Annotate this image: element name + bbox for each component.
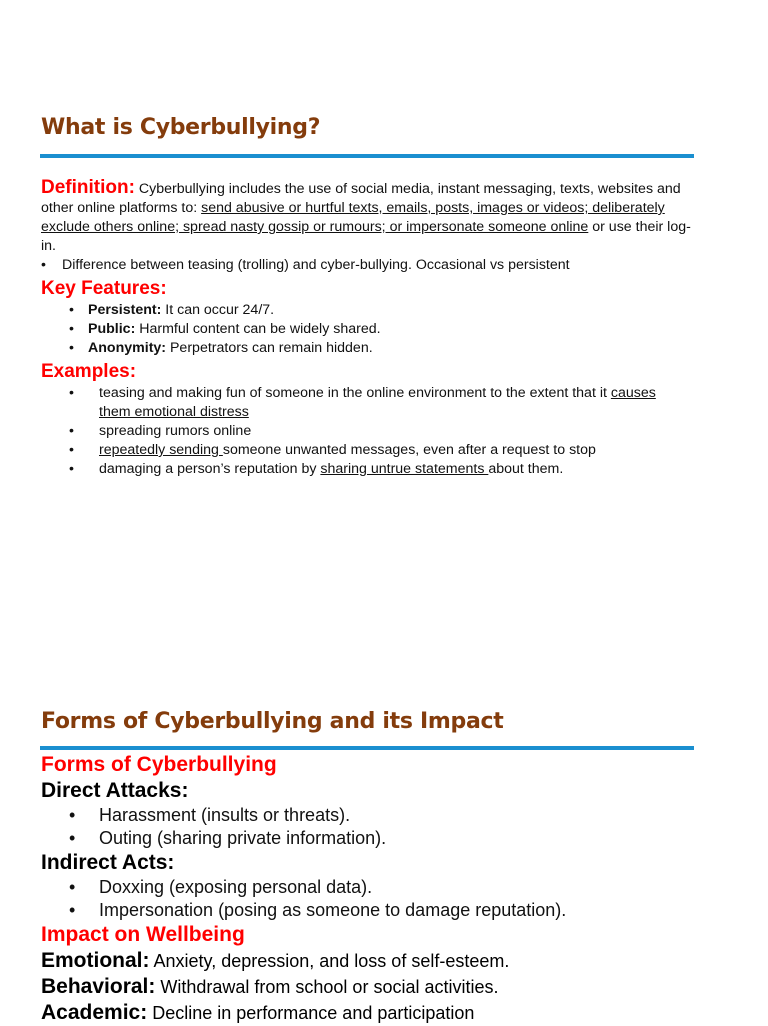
example-text: damaging a person’s reputation by [99, 461, 321, 477]
bullet-difference [41, 256, 701, 275]
example-text: someone unwanted messages, even after a request to stop [222, 442, 596, 458]
definition-underlined: send abusive or hurtful texts, emails, posts, images or videos; deliberately exclude others online; spread nasty gossip or rumours; or impersonate someone online [41, 200, 665, 235]
key-features-list [69, 301, 701, 358]
definition-label: Definition: [41, 177, 135, 198]
bullet-dot: • [69, 461, 74, 477]
impact-term: Behavioral: [41, 975, 156, 998]
definition-paragraph [41, 178, 701, 256]
definition-text: Cyberbullying includes the use of social media, instant messaging, texts, websites and other online platforms to: [41, 181, 681, 216]
slide1-body [41, 178, 701, 479]
list-item [69, 384, 701, 422]
impact-term: Academic: [41, 1001, 148, 1024]
key-features-heading: Key Features: [41, 278, 167, 299]
bullet-dot: • [69, 900, 76, 920]
bullet-dot: • [69, 321, 74, 337]
bullet-dot: • [69, 828, 76, 848]
example-text: teasing and making fun of someone in the online environment to the extent that it [99, 385, 611, 401]
impact-term: Emotional: [41, 949, 150, 972]
slide2-body [41, 752, 721, 1026]
impact-behavioral [41, 974, 721, 1000]
bullet-dot: • [69, 805, 76, 825]
list-item [69, 441, 701, 460]
indirect-acts-heading: Indirect Acts: [41, 851, 175, 874]
bullet-dot: • [69, 302, 74, 318]
feature-term: Persistent: [88, 302, 162, 318]
feature-term: Public: [88, 321, 136, 337]
impact-text: Withdrawal from school or social activities. [155, 977, 499, 997]
list-item [69, 301, 701, 320]
impact-text: Anxiety, depression, and loss of self-esteem. [149, 951, 510, 971]
list-item [69, 460, 701, 479]
impact-text: Decline in performance and participation [147, 1003, 475, 1023]
bullet-dot: • [69, 877, 76, 897]
example-text-end: about them. [488, 461, 564, 477]
direct-attacks-heading: Direct Attacks: [41, 779, 189, 802]
examples-heading: Examples: [41, 361, 137, 382]
bullet-dot: • [41, 257, 46, 273]
impact-emotional [41, 948, 721, 974]
example-text: spreading rumors online [99, 423, 252, 439]
feature-text: It can occur 24/7. [161, 302, 275, 318]
examples-list [69, 384, 701, 479]
bullet-difference-text: Difference between teasing (trolling) and cyber-bullying. Occasional vs persistent [62, 257, 570, 273]
title-divider [40, 746, 694, 750]
impact-heading: Impact on Wellbeing [41, 923, 245, 946]
list-item [69, 876, 721, 899]
impact-academic [41, 1000, 721, 1026]
slide-title-forms-and-impact: Forms of Cyberbullying and its Impact [41, 709, 504, 734]
bullet-dot: • [69, 340, 74, 356]
list-item [69, 899, 721, 922]
list-item [69, 422, 701, 441]
list-item [69, 339, 701, 358]
example-underlined: sharing untrue statements [320, 461, 489, 477]
forms-heading: Forms of Cyberbullying [41, 753, 277, 776]
bullet-dot: • [69, 423, 74, 439]
example-underlined: causes them emotional distress [99, 385, 656, 420]
title-divider [40, 154, 694, 158]
direct-item: Harassment (insults or threats). [99, 805, 351, 825]
feature-term: Anonymity: [88, 340, 167, 356]
feature-text: Perpetrators can remain hidden. [166, 340, 373, 356]
list-item [69, 804, 721, 827]
indirect-item: Doxxing (exposing personal data). [99, 877, 373, 897]
list-item [69, 827, 721, 850]
definition-text-end: or use their log-in. [41, 219, 691, 254]
bullet-dot: • [69, 385, 74, 401]
list-item [69, 320, 701, 339]
feature-text: Harmful content can be widely shared. [135, 321, 381, 337]
slide-title-what-is-cyberbullying: What is Cyberbullying? [41, 115, 321, 140]
example-underlined: repeatedly sending [99, 442, 223, 458]
direct-item: Outing (sharing private information). [99, 828, 387, 848]
indirect-item: Impersonation (posing as someone to damage reputation). [99, 900, 567, 920]
bullet-dot: • [69, 442, 74, 458]
